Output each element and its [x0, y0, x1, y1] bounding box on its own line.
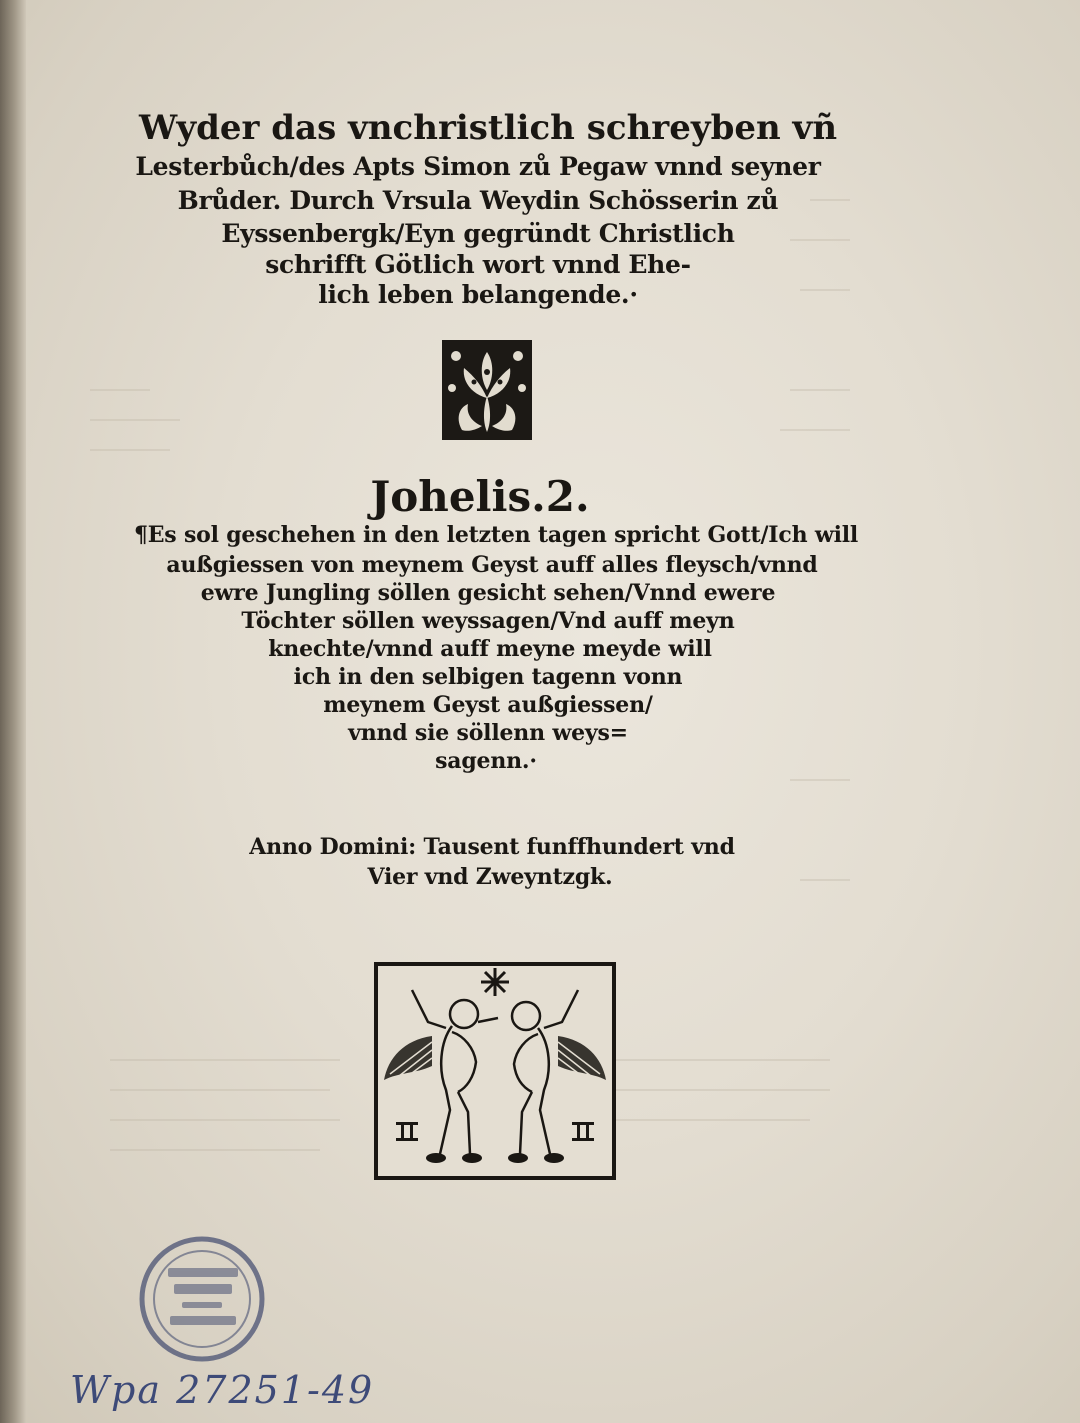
verse-line-4: Töchter söllen weyssagen/Vnd auff meyn	[241, 608, 735, 634]
date-line-1: Anno Domini: Tausent funffhundert vnd	[249, 834, 735, 860]
gemini-woodcut-icon	[374, 962, 616, 1180]
title-line-1: Wyder das vnchristlich schreyben vñ	[138, 108, 838, 148]
verse-line-2: außgiessen von meynem Geyst auff alles fleysch/vnnd	[166, 552, 818, 578]
title-line-6: lich leben belangende.·	[318, 280, 638, 309]
title-line-5: schrifft Götlich wort vnnd Ehe-	[265, 250, 691, 279]
star-icon	[481, 968, 509, 996]
verse-line-5: knechte/vnnd auff meyne meyde will	[268, 636, 712, 662]
date-line-2: Vier vnd Zweyntzgk.	[367, 864, 613, 890]
verse-line-6: ich in den selbigen tagenn vonn	[293, 664, 683, 690]
verse-line-7: meynem Geyst außgiessen/	[323, 692, 653, 718]
title-line-3: Brůder. Durch Vrsula Weydin Schösserin zů	[177, 186, 779, 215]
verse-line-8: vnnd sie söllenn weys=	[348, 720, 628, 746]
library-stamp-icon	[134, 1234, 270, 1364]
verse-heading: Johelis.2.	[370, 472, 590, 521]
floral-ornament-icon	[442, 340, 532, 440]
verse-line-3: ewre Jungling söllen gesicht sehen/Vnnd ewere	[200, 580, 776, 606]
verse-line-9: sagenn.·	[435, 748, 537, 774]
verse-line-1: ¶Es sol geschehen in den letzten tagen spricht Gott/Ich will	[133, 522, 859, 548]
title-line-4: Eyssenbergk/Eyn gegründt Christlich	[221, 219, 735, 248]
title-line-2: Lesterbůch/des Apts Simon zů Pegaw vnnd seyner	[135, 152, 821, 181]
handwritten-shelfmark: Wpa 27251-49	[70, 1368, 375, 1412]
